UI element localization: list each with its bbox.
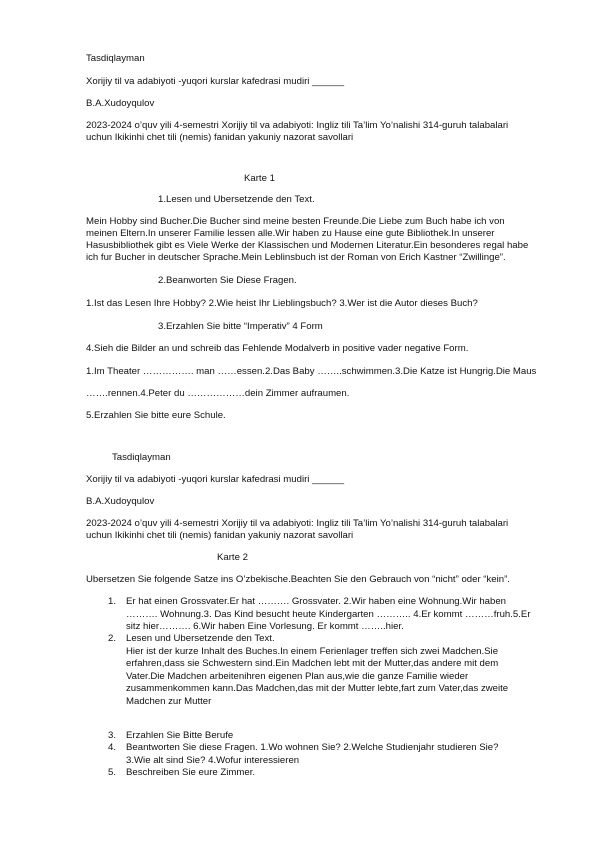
task-5: 5.Erzahlen Sie bitte eure Schule. — [86, 410, 226, 421]
approve-label-1: Tasdiqlayman — [86, 53, 145, 64]
exam-line-2b: uchun Ikikinhi chet tili (nemis) fanidan yakuniy nazorat savollari — [86, 530, 354, 541]
exam-line-1a: 2023-2024 o’quv yili 4-semestri Xorijiy til va adabiyoti: Ingliz tili Ta’lim Yo’nalishi 314-guruh talabalari — [86, 120, 509, 131]
list-item — [108, 633, 556, 708]
exam-line-1b: uchun Ikikinhi chet tili (nemis) fanidan yakuniy nazorat savollari — [86, 132, 354, 143]
list-item-line: Beschreiben Sie eure Zimmer. — [126, 767, 256, 778]
list-item-line: sitz hier………. 6.Wir haben Eine Vorlesung. Er kommt ……..hier. — [126, 621, 404, 632]
approve-label-2: Tasdiqlayman — [112, 452, 171, 463]
dept-line-2: Xorijiy til va adabiyoti -yuqori kurslar kafedrasi mudiri ______ — [86, 474, 345, 485]
list-item — [108, 730, 556, 743]
card-title-2: Karte 2 — [217, 552, 248, 563]
list-item-number: 2. — [108, 633, 117, 644]
list-item-line: Hier ist der kurze Inhalt des Buches.In einem Ferienlager treffen sich zwei Madchen.Sie — [126, 645, 499, 657]
dept-line-1: Xorijiy til va adabiyoti -yuqori kurslar kafedrasi mudiri ______ — [86, 76, 345, 87]
text-line-2: meinen Eltern.In unserer Familie lessen alle.Wir haben zu Hause eine gute Bibliothek.In unserer — [86, 228, 495, 239]
list-item-line: 3.Wie alt sind Sie? 4.Wofur interessieren — [126, 754, 300, 766]
text-line-1: Mein Hobby sind Bucher.Die Bucher sind meine besten Freunde.Die Liebe zum Buch habe ich von — [86, 216, 505, 227]
list-item-number: 1. — [108, 596, 117, 607]
text-line-3: Hasusbibliothek gibt es Viele Werke der Klassischen und Modernen Literatur.Ein besonderes regal habe — [86, 240, 529, 251]
task-4-line-1: 1.Im Theater ……………. man ……essen.2.Das Baby ……..schwimmen.3.Die Katze ist Hungrig.Die Maus — [86, 366, 537, 377]
task-1-title: 1.Lesen und Ubersetzende den Text. — [158, 194, 315, 205]
exam-line-2a: 2023-2024 o’quv yili 4-semestri Xorijiy til va adabiyoti: Ingliz tili Ta’lim Yo’nalishi 314-guruh talabalari — [86, 518, 509, 529]
task-3-title: 3.Erzahlen Sie bitte “Imperativ” 4 Form — [158, 321, 323, 332]
list-item-number: 3. — [108, 730, 117, 741]
list-item-number: 5. — [108, 767, 117, 778]
list-item-number: 4. — [108, 742, 117, 753]
list-item-line: Lesen und Ubersetzende den Text. — [126, 633, 275, 644]
list-item-line: Madchen zur Mutter — [126, 695, 212, 707]
task-2-questions: 1.Ist das Lesen Ihre Hobby? 2.Wie heist Ihr Lieblingsbuch? 3.Wer ist die Autor dieses Buch? — [86, 298, 478, 309]
list-item-line: zusammenkommen kann.Das Madchen,das mit der Mutter lebte,fart zum Vater,das zweite — [126, 683, 509, 694]
list-item-line: erfahren,dass sie Schwestern sind.Ein Madchen lebt mit der Mutter,das andere mit dem — [126, 658, 499, 669]
task-2-title: 2.Beanworten Sie Diese Fragen. — [158, 275, 297, 286]
list-item-line: Beantworten Sie diese Fragen. 1.Wo wohnen Sie? 2.Welche Studienjahr studieren Sie? — [126, 742, 499, 753]
task-4-title: 4.Sieh die Bilder an und schreib das Fehlende Modalverb in positive vader negative Form. — [86, 343, 469, 354]
list-item-line: Vater.Die Madchen arbeitenihren eigenen Plan aus,wie die ganze Familie wieder — [126, 670, 469, 682]
list-item-line: ………. Wohnung.3. Das Kind besucht heute Kindergarten ……….. 4.Er kommt ………fruh.5.Er — [126, 608, 531, 620]
head-name-2: B.A.Xudoyqulov — [86, 496, 155, 507]
list-item-line: Erzahlen Sie Bitte Berufe — [126, 730, 234, 741]
card-title-1: Karte 1 — [244, 173, 275, 184]
head-name-1: B.A.Xudoyqulov — [86, 98, 155, 109]
task-4-line-2: …….rennen.4.Peter du ………………dein Zimmer aufraumen. — [86, 388, 350, 399]
text-line-4: ich fur Bucher in deutscher Sprache.Mein Leblinsbuch ist der Roman von Erich Kastner “Zwillinge”. — [86, 252, 506, 263]
list-item — [108, 742, 556, 767]
list-item — [108, 596, 556, 634]
list-item — [108, 767, 556, 780]
card-2-intro: Ubersetzen Sie folgende Satze ins O’zbekische.Beachten Sie den Gebrauch von “nicht” oder “kein”. — [86, 574, 510, 585]
list-item-line: Er hat einen Grossvater.Er hat ………. Grossvater. 2.Wir haben eine Wohnung.Wir haben — [126, 596, 507, 607]
